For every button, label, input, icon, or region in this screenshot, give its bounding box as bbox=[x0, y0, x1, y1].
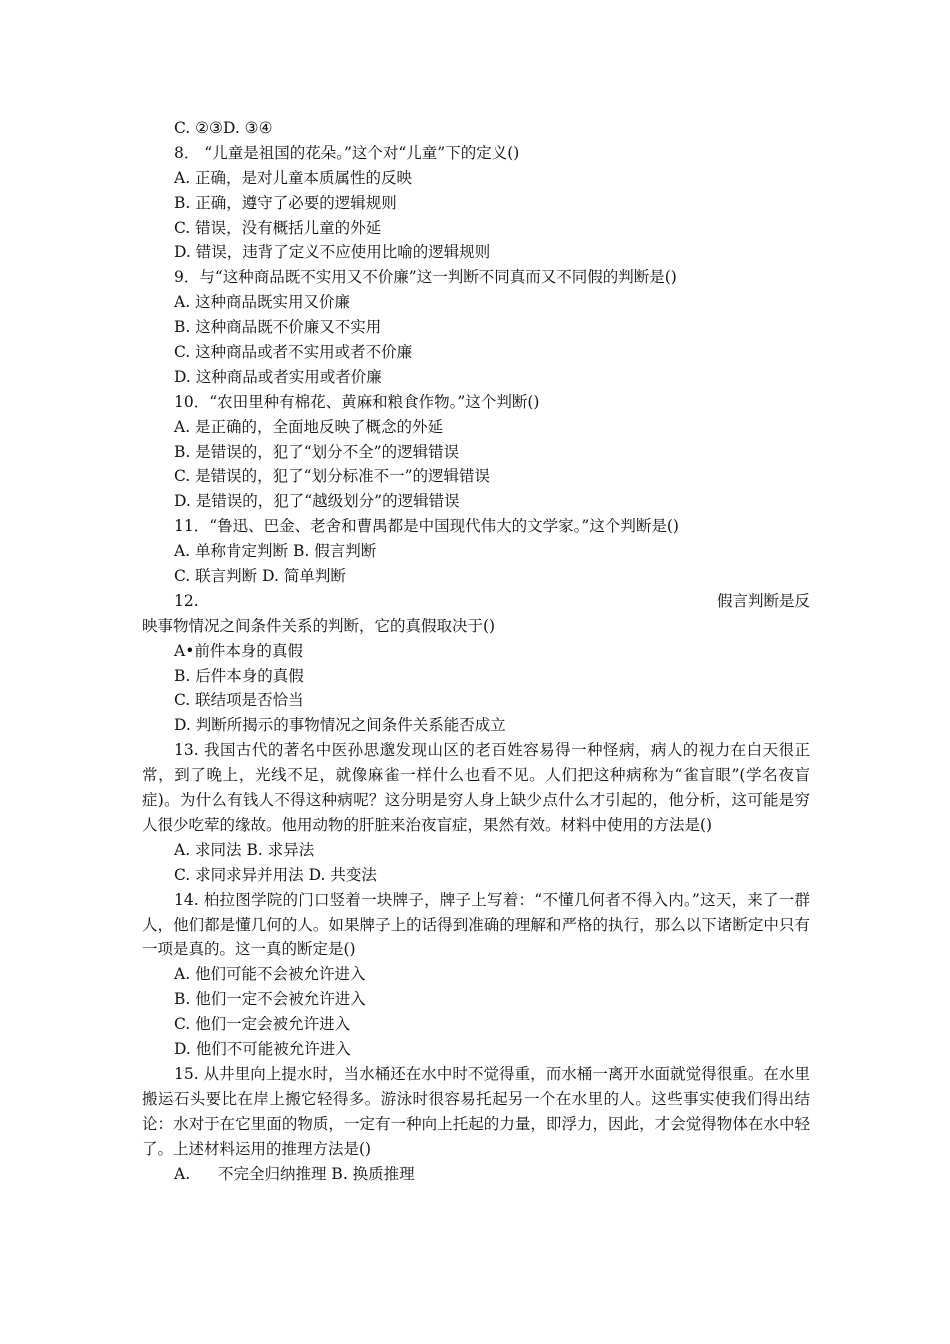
q9-stem: 9．与“这种商品既不实用又不价廉”这一判断不同真而又不同假的判断是() bbox=[174, 268, 677, 287]
q13-stem: 13. 我国古代的著名中医孙思邈发现山区的老百姓容易得一种怪病，病人的视力在白天很正常，到了晚上，光线不足，就像麻雀一样什么也看不见。人们把这种病称为“雀盲眼”(学名夜盲症)。为什么有钱人不得这种病呢？这分明是穷人身上缺少点什么才引起的，他分析，这可能是穷人很少吃荤的缘故。他用动物的肝脏来治夜盲症，果然有效。材料中使用的方法是() bbox=[142, 741, 810, 834]
q14-option-c: C. 他们一定会被允许进入 bbox=[174, 1015, 351, 1034]
q13-options-cd: C. 求同求异并用法 D. 共变法 bbox=[174, 865, 377, 884]
q12-number: 12. bbox=[174, 591, 199, 610]
q13-options-ab: A. 求同法 B. 求异法 bbox=[174, 840, 315, 859]
q8-option-d: D. 错误，违背了定义不应使用比喻的逻辑规则 bbox=[174, 243, 491, 262]
q10-option-a: A. 是正确的，全面地反映了概念的外延 bbox=[174, 417, 444, 436]
q14-option-a: A. 他们可能不会被允许进入 bbox=[174, 965, 366, 984]
q10-option-b: B. 是错误的，犯了“划分不全”的逻辑错误 bbox=[174, 442, 460, 461]
q15-options-ab bbox=[142, 1162, 810, 1187]
q8-option-a: A. 正确，是对儿童本质属性的反映 bbox=[174, 168, 413, 187]
q10-stem: 10．“农田里种有棉花、黄麻和粮食作物。”这个判断() bbox=[174, 392, 540, 411]
q15-option-a-label: A. bbox=[174, 1164, 191, 1183]
q12-option-d: D. 判断所揭示的事物情况之间条件关系能否成立 bbox=[174, 716, 506, 735]
q12-option-c: C. 联结项是否恰当 bbox=[174, 691, 304, 710]
q15-option-a-text: 不完全归纳推理 B. 换质推理 bbox=[218, 1164, 415, 1183]
q14-option-b: B. 他们一定不会被允许进入 bbox=[174, 990, 366, 1009]
q9-option-b: B. 这种商品既不价廉又不实用 bbox=[174, 318, 382, 337]
q8-option-b: B. 正确，遵守了必要的逻辑规则 bbox=[174, 193, 397, 212]
q12-option-b: B. 后件本身的真假 bbox=[174, 666, 304, 685]
q7-options-cd: C. ②③D. ③④ bbox=[174, 119, 273, 137]
q11-options-cd: C. 联言判断 D. 简单判断 bbox=[174, 567, 346, 586]
q11-options-ab: A. 单称肯定判断 B. 假言判断 bbox=[174, 542, 377, 561]
q12-stem-start: 假言判断是反 bbox=[716, 591, 810, 610]
q10-option-c: C. 是错误的，犯了“划分标准不一”的逻辑错误 bbox=[174, 467, 491, 486]
q11-stem: 11．“鲁迅、巴金、老舍和曹禺都是中国现代伟大的文学家。”这个判断是() bbox=[174, 517, 679, 536]
q12-stem-continuation: 映事物情况之间条件关系的判断，它的真假取决于() bbox=[142, 616, 496, 635]
q8-option-c: C. 错误，没有概括儿童的外延 bbox=[174, 218, 382, 237]
q15-stem: 15. 从井里向上提水时，当水桶还在水中时不觉得重，而水桶一离开水面就觉得很重。在水里搬运石头要比在岸上搬它轻得多。游泳时很容易托起另一个在水里的人。这些事实使我们得出结论：水对于在它里面的物质，一定有一种向上托起的力量，即浮力，因此，才会觉得物体在水中轻了。上述材料运用的推理方法是() bbox=[142, 1064, 810, 1158]
q9-option-c: C. 这种商品或者不实用或者不价廉 bbox=[174, 343, 413, 362]
q9-option-d: D. 这种商品或者实用或者价廉 bbox=[174, 367, 382, 386]
question-text-block bbox=[142, 116, 810, 1186]
q14-stem: 14. 柏拉图学院的门口竖着一块牌子，牌子上写着：“不懂几何者不得入内。”这天，来了一群人，他们都是懂几何的人。如果牌子上的话得到准确的理解和严格的执行，那么以下诸断定中只有一项是真的。这一真的断定是() bbox=[142, 890, 810, 959]
q8-stem: 8． “儿童是祖国的花朵。”这个对“儿童”下的定义() bbox=[174, 143, 520, 162]
q12-option-a: A•前件本身的真假 bbox=[174, 641, 303, 660]
q12-stem-first-line bbox=[142, 589, 810, 614]
q10-option-d: D. 是错误的，犯了“越级划分”的逻辑错误 bbox=[174, 492, 460, 511]
q9-option-a: A. 这种商品既实用又价廉 bbox=[174, 293, 351, 312]
q14-option-d: D. 他们不可能被允许进入 bbox=[174, 1040, 351, 1059]
